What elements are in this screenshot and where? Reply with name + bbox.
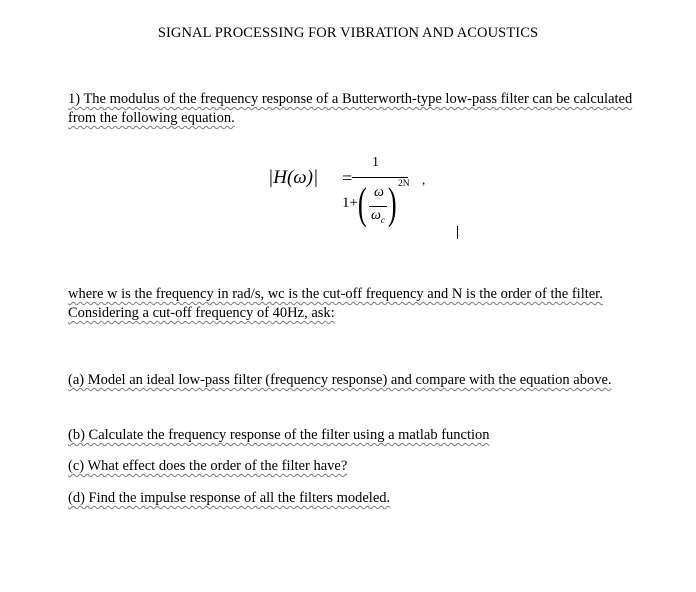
- equation-omega-c: [371, 208, 385, 225]
- equation-numerator: 1: [372, 155, 379, 170]
- part-c: (c) What effect does the order of the filter have?: [68, 458, 348, 474]
- equation-equals: =: [342, 168, 353, 188]
- equation-comma: ,: [422, 172, 426, 187]
- butterworth-equation: [268, 155, 448, 235]
- variable-definition: where w is the frequency in rad/s, wc is the cut-off frequency and N is the order of the filter. Considering a cut-off frequency of 40Hz, ask:: [68, 286, 603, 321]
- equation-omega: ω: [374, 185, 384, 200]
- equation-one-plus: 1+: [342, 195, 358, 211]
- part-d: (d) Find the impulse response of all the filters modeled.: [68, 490, 391, 506]
- part-b: (b) Calculate the frequency response of the filter using a matlab function: [68, 427, 490, 443]
- equation-lhs: |H(ω)|: [268, 167, 319, 188]
- equation-inner-fraction-bar: [369, 206, 387, 207]
- document-heading: SIGNAL PROCESSING FOR VIBRATION AND ACOUSTICS: [157, 25, 539, 41]
- text-cursor: [457, 226, 458, 239]
- equation-right-paren: ): [387, 179, 397, 228]
- part-a: (a) Model an ideal low-pass filter (frequency response) and compare with the equation above.: [68, 372, 612, 388]
- equation-fraction-bar: [352, 177, 408, 178]
- equation-left-paren: (: [357, 179, 367, 228]
- equation-exponent: 2N: [398, 179, 410, 189]
- question-intro: 1) The modulus of the frequency response of a Butterworth-type low-pass filter can be calculated from the following equation.: [68, 91, 633, 126]
- equation-omega-c-subscript: c: [380, 214, 385, 225]
- equation-omega-c-symbol: ω: [371, 208, 381, 223]
